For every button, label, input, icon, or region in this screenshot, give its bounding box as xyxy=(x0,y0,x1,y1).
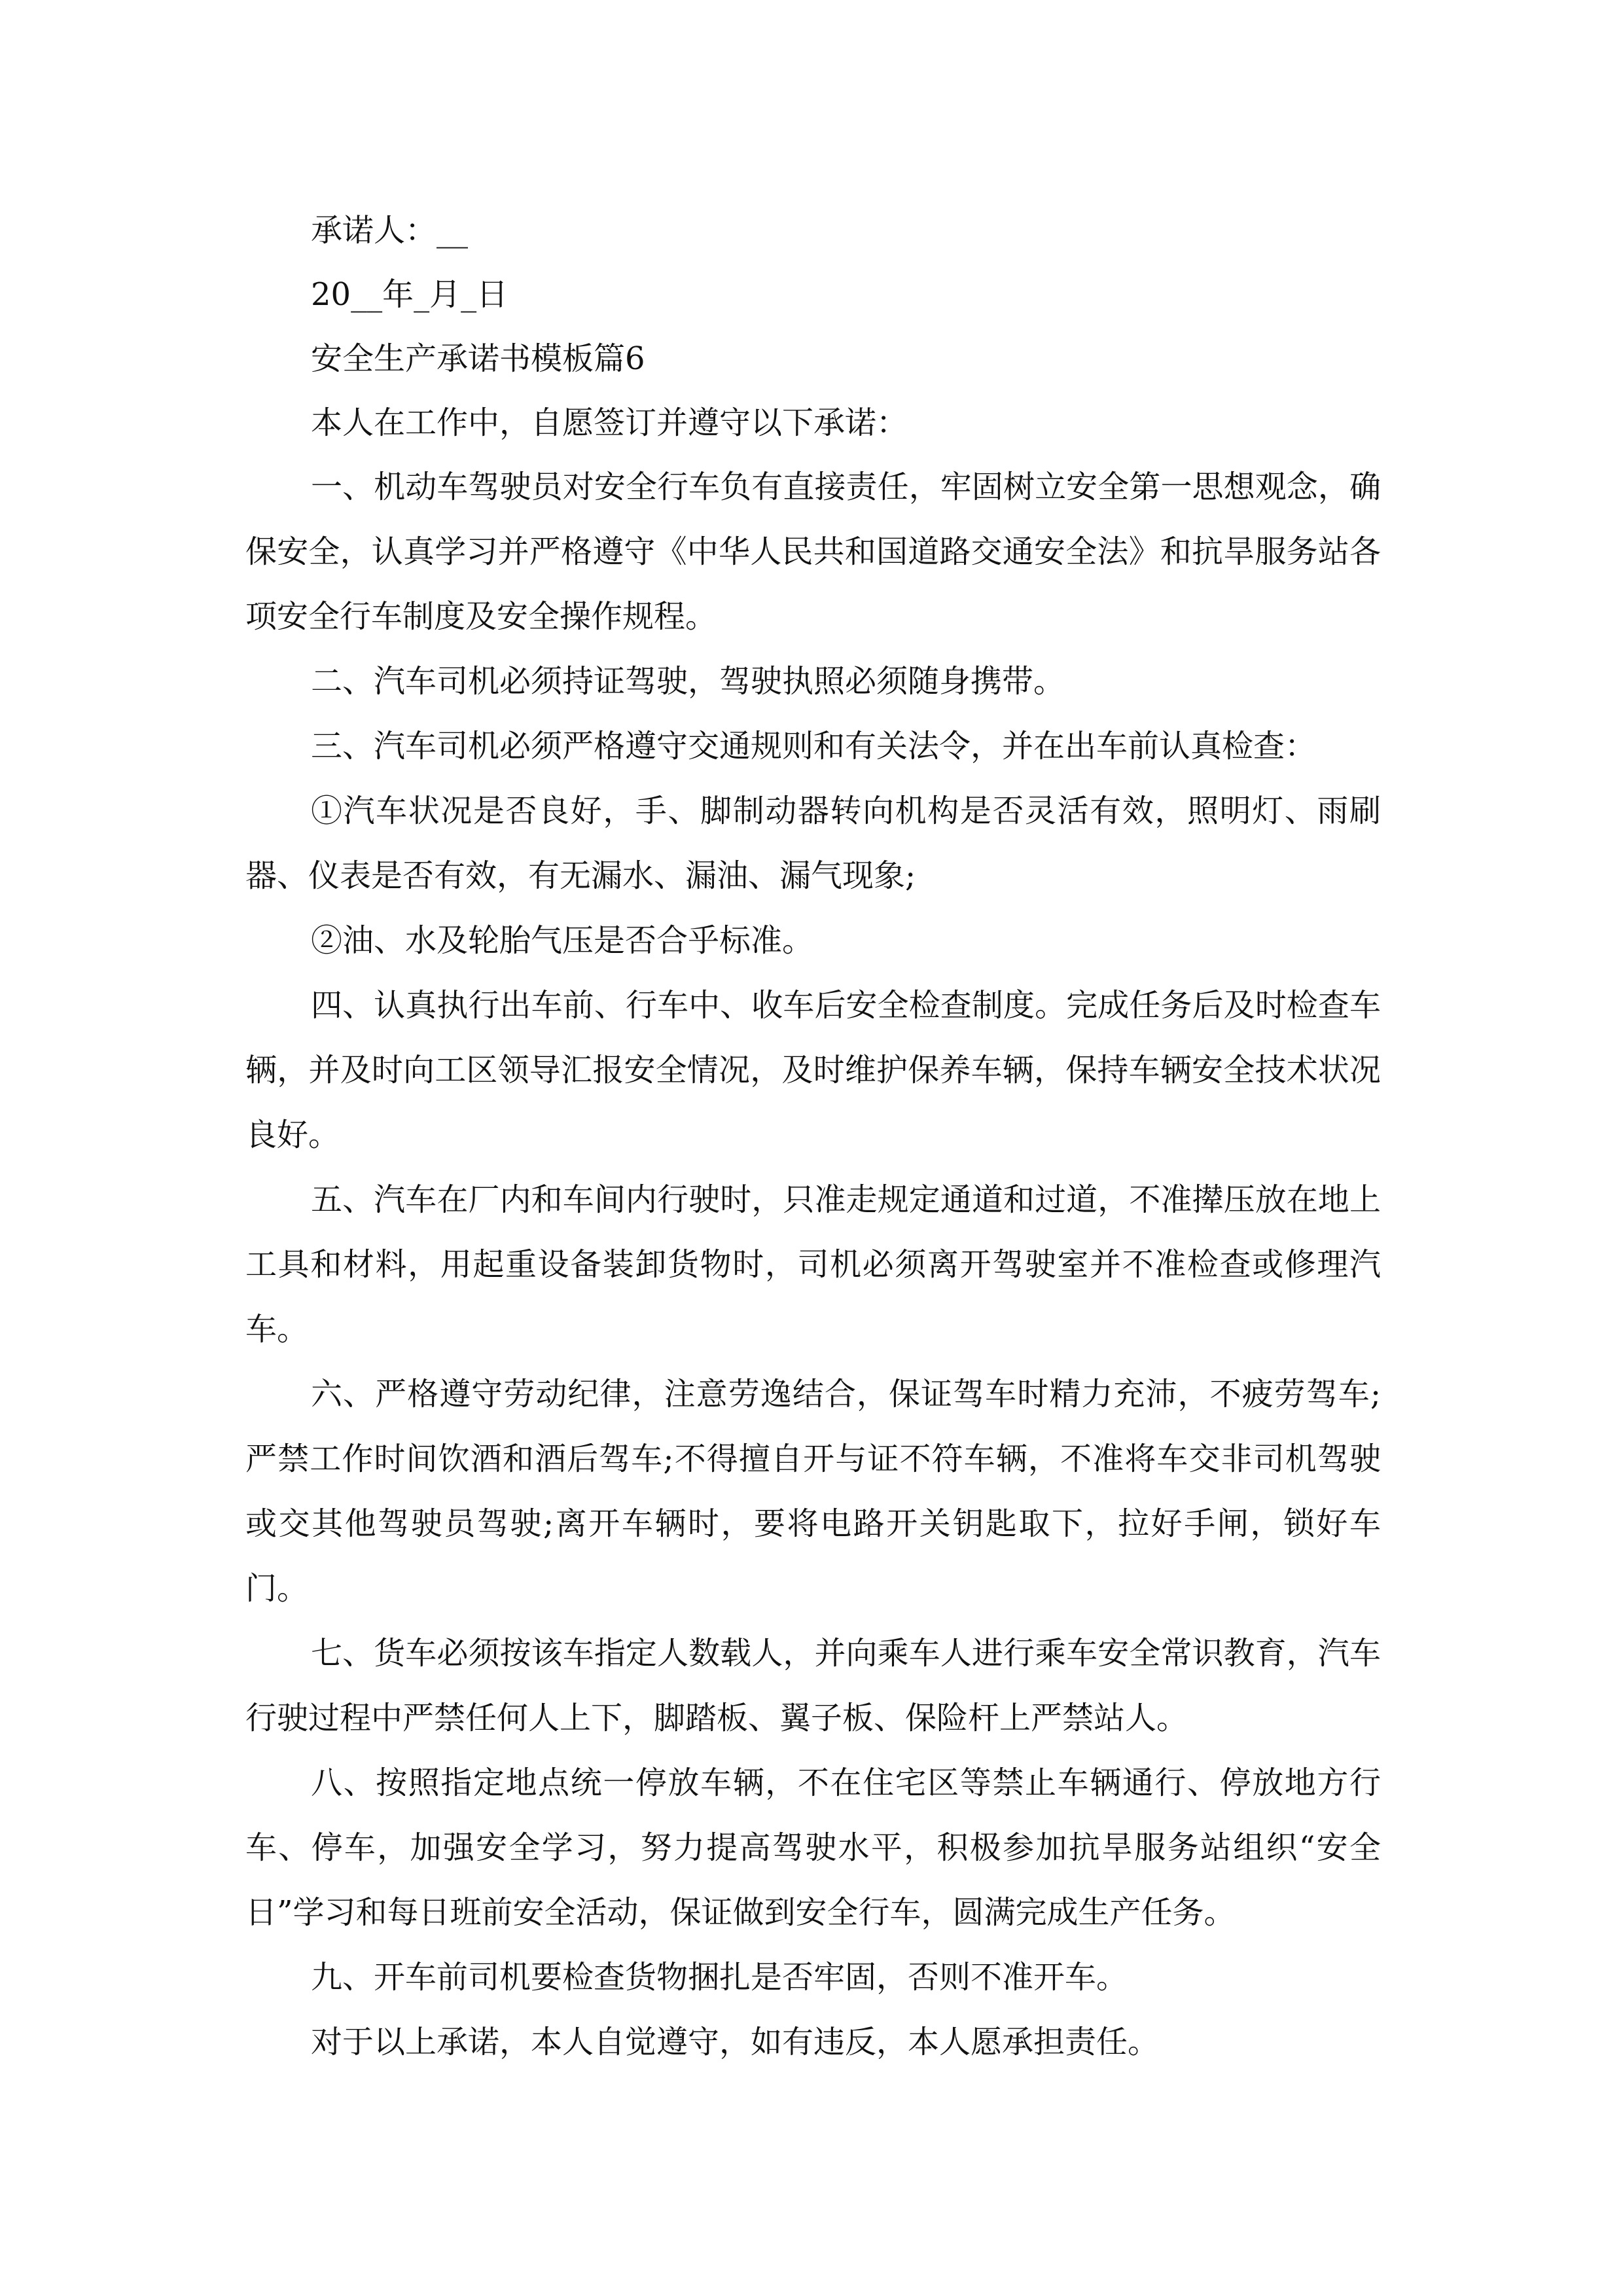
item-paragraph-8: 八、按照指定地点统一停放车辆，不在住宅区等禁止车辆通行、停放地方行车、停车，加强安全学习，努力提高驾驶水平，积极参加抗旱服务站组织“安全日”学习和每日班前安全活动，保证做到安全行车，圆满完成生产任务。 xyxy=(245,1765,1381,1931)
section-title: 安全生产承诺书模板篇6 xyxy=(311,340,645,377)
item-paragraph-2: 二、汽车司机必须持证驾驶，驾驶执照必须随身携带。 xyxy=(311,663,1065,700)
item-paragraph-4: 四、认真执行出车前、行车中、收车后安全检查制度。完成任务后及时检查车辆，并及时向工区领导汇报安全情况，及时维护保养车辆，保持车辆安全技术状况良好。 xyxy=(245,987,1381,1153)
item-paragraph-5: 五、汽车在厂内和车间内行驶时，只准走规定通道和过道，不准撵压放在地上工具和材料，用起重设备装卸货物时，司机必须离开驾驶室并不准检查或修理汽车。 xyxy=(245,1181,1381,1348)
item-paragraph-1: 一、机动车驾驶员对安全行车负有直接责任，牢固树立安全第一思想观念，确保安全，认真学习并严格遵守《中华人民共和国道路交通安全法》和抗旱服务站各项安全行车制度及安全操作规程。 xyxy=(245,469,1381,635)
closing-paragraph: 对于以上承诺，本人自觉遵守，如有违反，本人愿承担责任。 xyxy=(311,2024,1160,2060)
item-paragraph-7: 七、货车必须按该车指定人数载人，并向乘车人进行乘车安全常识教育，汽车行驶过程中严禁任何人上下，脚踏板、翼子板、保险杆上严禁站人。 xyxy=(245,1635,1381,1736)
intro-paragraph: 本人在工作中，自愿签订并遵守以下承诺： xyxy=(311,404,908,441)
date-line: 20__年_月_日 xyxy=(311,276,508,313)
item-subpoint-1: ①汽车状况是否良好，手、脚制动器转向机构是否灵活有效，照明灯、雨刷器、仪表是否有效，有无漏水、漏油、漏气现象; xyxy=(245,793,1381,894)
item-paragraph-3: 三、汽车司机必须严格遵守交通规则和有关法令，并在出车前认真检查： xyxy=(311,728,1317,764)
item-paragraph-6: 六、严格遵守劳动纪律，注意劳逸结合，保证驾车时精力充沛，不疲劳驾车;严禁工作时间饮酒和酒后驾车;不得擅自开与证不符车辆，不准将车交非司机驾驶或交其他驾驶员驾驶;离开车辆时，要将电路开关钥匙取下，拉好手闸，锁好车门。 xyxy=(245,1376,1381,1607)
signature-label: 承诺人：__ xyxy=(311,212,469,249)
item-paragraph-9: 九、开车前司机要检查货物捆扎是否牢固，否则不准开车。 xyxy=(311,1959,1128,1996)
item-subpoint-2: ②油、水及轮胎气压是否合乎标准。 xyxy=(311,922,814,959)
